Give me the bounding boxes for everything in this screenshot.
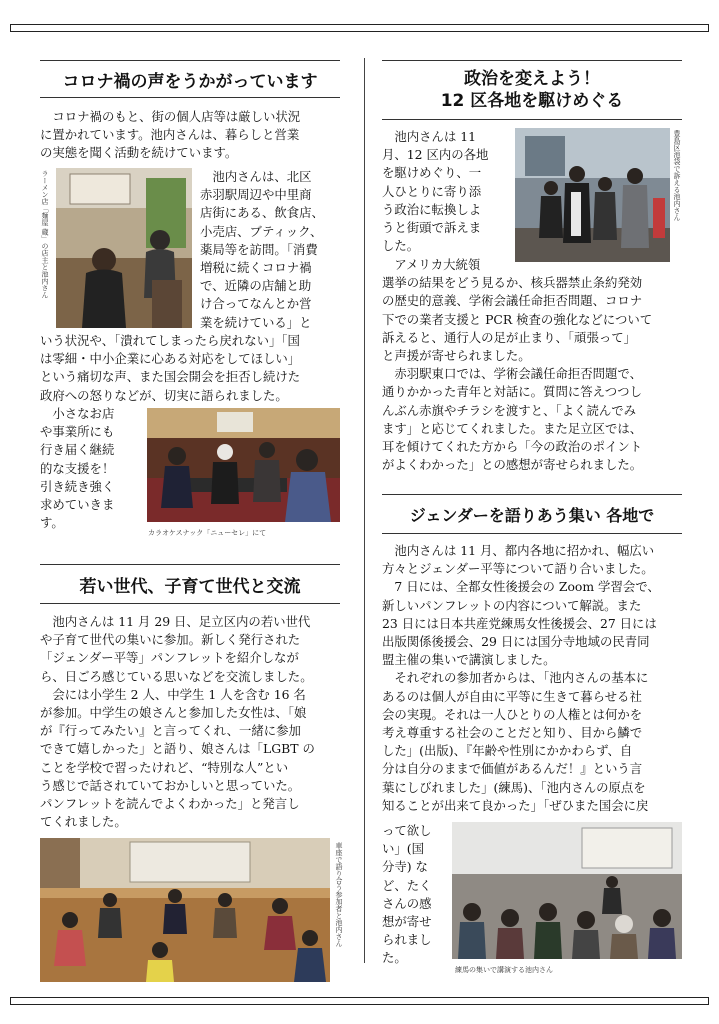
nerima-photo-caption: 練馬の集いで講演する池内さん: [455, 966, 553, 974]
corona-visit-text: 池内さんは、北区 赤羽駅周辺や中里商 店街にある、飲食店、 小売店、ブティック、 薬局等を訪問。「消費 増税に続くコロナ禍 で、近隣の店舗と助 け合ってなんとか営 業を続けている」と: [200, 169, 324, 330]
section-heading-corona: コロナ禍の声をうかがっています: [40, 60, 340, 98]
youth-meeting-text: 池内さんは 11 月 29 日、足立区内の若い世代 や子育て世代の集いに参加。新しく発行された 「ジェンダー平等」パンフレットを紹介しなが ら、日ごろ感じている思いなどを交流しました。 会には小学生 2 人、中学生 1 人を含む 16 名 が参加。中学生の娘さんと参加した女性は、「娘 が『行ってみたい』と言ってくれ、一緒に参加 できて嬉しかった」と語り、娘さんは「LGBT の ことを学校で習ったけれど、“特別な人”とい う感じで話されていておかしいと思っていた。 パンフレットを読んでよくわかった」と発言し てくれました。: [40, 614, 315, 830]
corona-intro-text: コロナ禍のもと、街の個人店等は厳しい状況 に置かれています。池内さんは、暮らしと営業 の実態を聞く活動を続けています。: [40, 109, 301, 161]
ramen-shop-photo: [56, 168, 192, 328]
politics-title-line2: 12 区各地を駆けめぐる: [440, 91, 624, 111]
bottom-border-frame: [10, 997, 709, 1005]
photo2-caption: カラオケスナック「ニューセレ」にて: [148, 529, 267, 537]
corona-voices-text: いう状況や、「潰れてしまったら戻れない」「国 は零細・中小企業に心ある対応をしてほしい」 という痛切な声、また国会開会を拒否し続けた 政府への怒りなどが、切実に語られました。: [40, 333, 301, 403]
politics-intro-text: 池内さんは 11 月、12 区内の各地 を駆けめぐり、一 人ひとりに寄り添 う政治に転換しよ うと街頭で訴えま した。: [382, 129, 489, 254]
youth-gathering-photo: [40, 838, 330, 982]
section-heading-youth: 若い世代、子育て世代と交流: [40, 564, 340, 604]
corona-support-text: 小さなお店 や事業所にも 行き届く継続 的な支援を！ 引き続き強く 求めていきま す。: [40, 406, 115, 531]
karaoke-snack-photo: [147, 408, 340, 522]
nerima-lecture-photo: [452, 822, 682, 959]
section-heading-gender: ジェンダーを語りあう集い 各地で: [382, 494, 682, 534]
politics-title-line1: 政治を変えよう！: [464, 69, 600, 89]
youth-photo-caption: 車座で語り合う参加者と池内さん: [335, 842, 343, 947]
top-border-frame: [10, 24, 709, 32]
politics-body-text: アメリカ大統領 選挙の結果をどう見るか、核兵器禁止条約発効 の歴史的意義、学術会議任命拒否問題、コロナ 下での業者支援と PCR 検査の強化などについて 訴えると、通行人の足が止まり、「頑張って」 と声援が寄せられました。 赤羽駅東口では、学術会議任命拒否問題で、 通りかかった青年と対話に。質問に答えつつし んぶん赤旗やチラシを渡すと、「よく読んでみ ます」と応じてくれました。また足立区では、 耳を傾けてくれた方から「今の政治のポイント がよくわかった」との感想が寄せられました。: [382, 257, 653, 473]
street-speech-photo: [515, 128, 670, 262]
column-divider: [364, 58, 365, 963]
section-heading-politics: [382, 60, 682, 120]
gender-closing-text: って欲し い」(国 分寺) な ど、たく さんの感 想が寄せ られまし た。: [382, 823, 432, 966]
street-photo-caption: 豊島区池袋で訴える池内さん: [673, 130, 681, 221]
gender-body-text: 池内さんは 11 月、都内各地に招かれ、幅広い 方々とジェンダー平等について語り合いました。 7 日には、全都女性後援会の Zoom 学習会で、 新しいパンフレットの内容について解説。また 23 日には日本共産党練馬女性後援会、27 日には 出版関係後援会、29 日には国分寺地域の民青同 盟主催の集いで講演しました。 それぞれの参加者からは、「池内さんの基本に あるのは個人が自由に平等に生きて暮らせる社 会の実現。それは一人ひとりの人権とは何かを 考え尊重する社会のことだと知り、目から鱗で した」(出版)、『年齢や性別にかかわらず、自 分は自分のままで価値があるんだ！』という言 葉にしびれました」(練馬)、「池内さんの原点を 知ることが出来て良かった」「ぜひまた国会に戻: [382, 543, 660, 813]
photo1-caption: ラーメン店「麺屋 蔵」の店主と池内さん: [41, 170, 49, 299]
